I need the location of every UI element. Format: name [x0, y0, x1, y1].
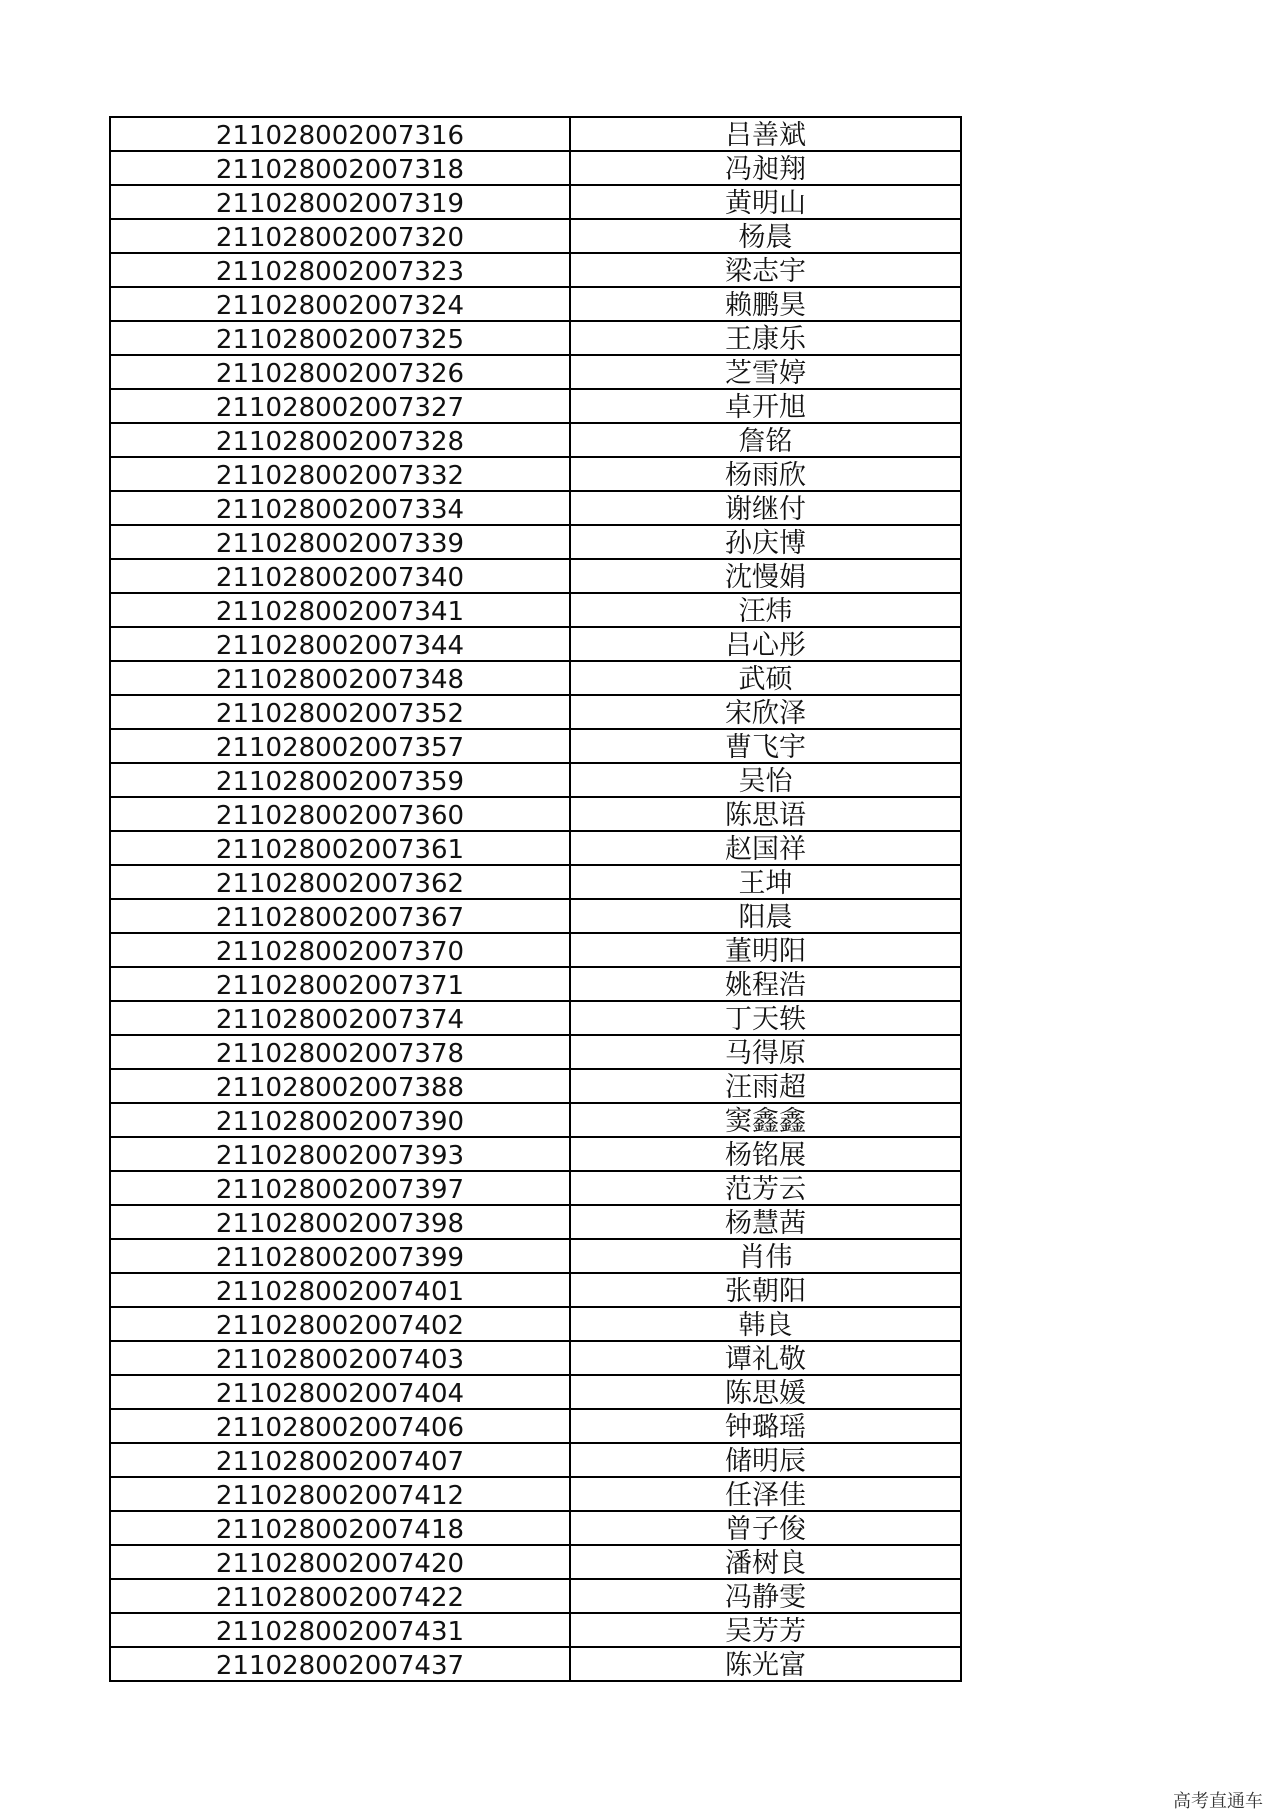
candidate-id-cell: 211028002007370	[110, 933, 570, 967]
candidate-id-cell: 211028002007341	[110, 593, 570, 627]
candidate-id-cell: 211028002007318	[110, 151, 570, 185]
candidate-id-cell: 211028002007437	[110, 1647, 570, 1681]
table-row	[110, 491, 961, 525]
candidate-id-cell: 211028002007420	[110, 1545, 570, 1579]
candidate-id-cell: 211028002007418	[110, 1511, 570, 1545]
table-row	[110, 1069, 961, 1103]
table-row	[110, 1443, 961, 1477]
candidate-id-cell: 211028002007325	[110, 321, 570, 355]
table-row	[110, 899, 961, 933]
candidate-id-cell: 211028002007316	[110, 117, 570, 151]
candidate-id-cell: 211028002007352	[110, 695, 570, 729]
candidate-id-cell: 211028002007334	[110, 491, 570, 525]
candidate-name-cell: 吕善斌	[570, 117, 961, 151]
candidate-name-cell: 陈光富	[725, 1650, 806, 1681]
candidate-name-cell: 吴芳芳	[570, 1613, 961, 1647]
candidate-id-cell: 211028002007402	[110, 1307, 570, 1341]
candidate-id-cell: 211028002007406	[110, 1409, 570, 1443]
candidate-id-cell: 211028002007397	[110, 1171, 570, 1205]
table-row	[110, 627, 961, 661]
candidate-name-cell: 吴怡	[570, 763, 961, 797]
candidate-name-cell: 王康乐	[570, 321, 961, 355]
candidate-table	[109, 116, 962, 1682]
candidate-id-cell: 211028002007412	[110, 1477, 570, 1511]
candidate-id-cell: 211028002007422	[110, 1579, 570, 1613]
candidate-name-cell: 孙庆博	[570, 525, 961, 559]
table-row	[110, 1307, 961, 1341]
table-row	[110, 287, 961, 321]
candidate-name-cell: 窦鑫鑫	[570, 1103, 961, 1137]
table-row	[110, 1409, 961, 1443]
candidate-name-cell: 吕心彤	[570, 627, 961, 661]
table-row	[110, 933, 961, 967]
candidate-name-cell: 马得原	[570, 1035, 961, 1069]
candidate-name-cell: 卓开旭	[570, 389, 961, 423]
candidate-name-cell: 任泽佳	[570, 1477, 961, 1511]
candidate-name-cell: 杨铭展	[570, 1137, 961, 1171]
table-row	[110, 797, 961, 831]
candidate-name-cell: 黄明山	[570, 185, 961, 219]
candidate-id-cell: 211028002007398	[110, 1205, 570, 1239]
table-row	[110, 1511, 961, 1545]
candidate-name-cell: 赵国祥	[570, 831, 961, 865]
candidate-name-cell: 钟璐瑶	[570, 1409, 961, 1443]
candidate-id-cell: 211028002007344	[110, 627, 570, 661]
candidate-name-cell: 韩良	[570, 1307, 961, 1341]
candidate-id-cell: 211028002007320	[110, 219, 570, 253]
table-row	[110, 1579, 961, 1613]
candidate-name-cell: 储明辰	[570, 1443, 961, 1477]
table-row	[110, 219, 961, 253]
candidate-name-cell: 陈思媛	[570, 1375, 961, 1409]
table-row	[110, 151, 961, 185]
candidate-id-cell: 211028002007361	[110, 831, 570, 865]
candidate-name-cell: 杨雨欣	[570, 457, 961, 491]
candidate-name-cell: 沈慢娟	[570, 559, 961, 593]
candidate-name-cell: 谢继付	[570, 491, 961, 525]
table-row	[110, 661, 961, 695]
table-row	[110, 763, 961, 797]
candidate-id-cell: 211028002007348	[110, 661, 570, 695]
table-row	[110, 253, 961, 287]
table-row	[110, 423, 961, 457]
table-row	[110, 1035, 961, 1069]
candidate-id-cell: 211028002007359	[110, 763, 570, 797]
candidate-name-cell: 梁志宇	[570, 253, 961, 287]
candidate-id-cell: 211028002007401	[110, 1273, 570, 1307]
table-row	[110, 729, 961, 763]
candidate-name-cell: 宋欣泽	[570, 695, 961, 729]
table-row	[110, 355, 961, 389]
candidate-id-cell: 211028002007374	[110, 1001, 570, 1035]
table-row	[110, 389, 961, 423]
candidate-id-cell: 211028002007393	[110, 1137, 570, 1171]
table-row	[110, 117, 961, 151]
candidate-id-cell: 211028002007328	[110, 423, 570, 457]
table-row	[110, 1171, 961, 1205]
table-row	[110, 1647, 961, 1681]
table-row	[110, 865, 961, 899]
candidate-id-cell: 211028002007371	[110, 967, 570, 1001]
candidate-id-cell: 211028002007360	[110, 797, 570, 831]
candidate-name-cell: 杨晨	[570, 219, 961, 253]
candidate-id-cell: 211028002007319	[110, 185, 570, 219]
candidate-id-cell: 211028002007357	[110, 729, 570, 763]
candidate-name-cell: 陈思语	[570, 797, 961, 831]
table-row	[110, 1205, 961, 1239]
candidate-name-cell: 潘树良	[570, 1545, 961, 1579]
table-row	[110, 1239, 961, 1273]
table-row	[110, 1001, 961, 1035]
candidate-id-cell: 211028002007378	[110, 1035, 570, 1069]
candidate-name-cell: 阳晨	[570, 899, 961, 933]
candidate-id-cell: 211028002007323	[110, 253, 570, 287]
table-row	[110, 1375, 961, 1409]
candidate-name-cell: 武硕	[570, 661, 961, 695]
candidate-name-cell: 董明阳	[570, 933, 961, 967]
table-row	[110, 593, 961, 627]
candidate-id-cell: 211028002007431	[110, 1613, 570, 1647]
candidate-id-cell: 211028002007332	[110, 457, 570, 491]
candidate-id-cell: 211028002007407	[110, 1443, 570, 1477]
candidate-id-cell: 211028002007340	[110, 559, 570, 593]
candidate-name-cell: 丁天轶	[570, 1001, 961, 1035]
candidate-name-cell: 范芳云	[570, 1171, 961, 1205]
table-row	[110, 525, 961, 559]
candidate-id-cell: 211028002007404	[110, 1375, 570, 1409]
table-row	[110, 967, 961, 1001]
candidate-id-cell: 211028002007367	[110, 899, 570, 933]
candidate-name-cell: 曹飞宇	[570, 729, 961, 763]
table-row	[110, 1273, 961, 1307]
table-row	[110, 695, 961, 729]
candidate-name-cell: 汪炜	[570, 593, 961, 627]
candidate-name-cell: 王坤	[570, 865, 961, 899]
table-row	[110, 1477, 961, 1511]
table-row	[110, 1613, 961, 1647]
candidate-id-cell: 211028002007403	[110, 1341, 570, 1375]
candidate-name-cell: 杨慧茜	[570, 1205, 961, 1239]
candidate-name-cell: 赖鹏昊	[570, 287, 961, 321]
candidate-name-cell: 詹铭	[570, 423, 961, 457]
table-row	[110, 457, 961, 491]
candidate-id-cell: 211028002007339	[110, 525, 570, 559]
watermark-text: 高考直通车	[1173, 1791, 1263, 1812]
candidate-name-cell: 芝雪婷	[570, 355, 961, 389]
candidate-id-cell: 211028002007327	[110, 389, 570, 423]
candidate-id-cell: 211028002007362	[110, 865, 570, 899]
candidate-name-cell: 汪雨超	[570, 1069, 961, 1103]
candidate-name-cell: 曾子俊	[570, 1511, 961, 1545]
table-row	[110, 831, 961, 865]
candidate-id-cell: 211028002007324	[110, 287, 570, 321]
table-row	[110, 1137, 961, 1171]
candidate-id-cell: 211028002007326	[110, 355, 570, 389]
candidate-id-cell: 211028002007399	[110, 1239, 570, 1273]
table-row	[110, 1545, 961, 1579]
table-row	[110, 1341, 961, 1375]
candidate-id-cell: 211028002007388	[110, 1069, 570, 1103]
candidate-name-cell: 张朝阳	[570, 1273, 961, 1307]
table-row	[110, 185, 961, 219]
candidate-name-cell: 肖伟	[570, 1239, 961, 1273]
candidate-id-cell: 211028002007390	[110, 1103, 570, 1137]
candidate-name-cell: 姚程浩	[570, 967, 961, 1001]
candidate-table-body	[110, 117, 961, 1681]
candidate-name-cell: 冯昶翔	[570, 151, 961, 185]
table-row	[110, 559, 961, 593]
table-row	[110, 1103, 961, 1137]
candidate-name-cell: 谭礼敬	[570, 1341, 961, 1375]
candidate-name-cell: 冯静雯	[570, 1579, 961, 1613]
table-row	[110, 321, 961, 355]
